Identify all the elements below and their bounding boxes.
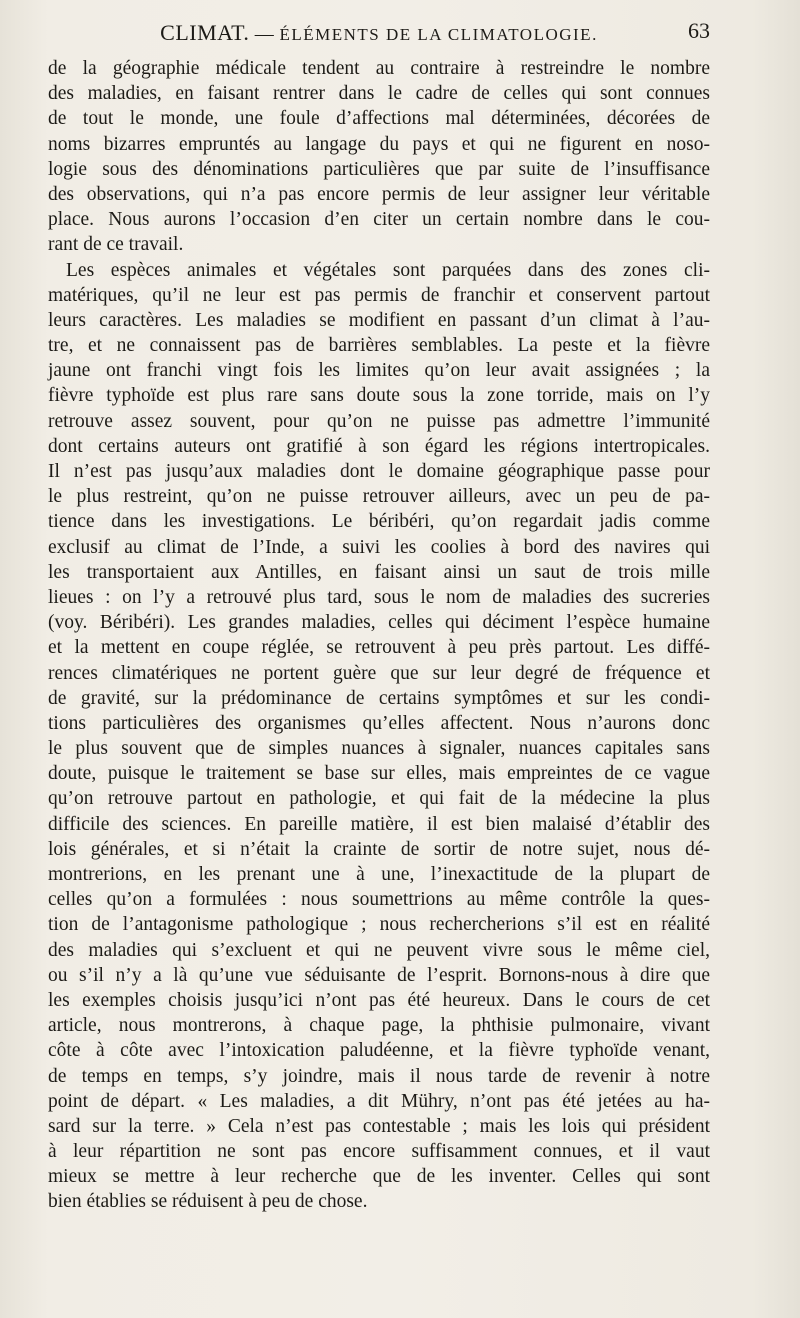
text-line: sard sur la terre. » Cela n’est pas contestable ; mais les lois qui président: [48, 1115, 710, 1137]
running-title-sub: ÉLÉMENTS DE LA CLIMATOLOGIE.: [279, 25, 598, 44]
text-line: celles qu’on a formulées : nous soumettrions au même contrôle la ques-: [48, 889, 710, 911]
text-line: le plus souvent que de simples nuances à signaler, nuances capitales sans: [48, 738, 710, 760]
text-line: lois générales, et si n’était la crainte de sortir de notre sujet, nous dé-: [48, 838, 710, 860]
text-line: noms bizarres empruntés au langage du pays et qui ne figurent en noso-: [48, 133, 710, 155]
page-number: 63: [688, 18, 710, 43]
text-line: tience dans les investigations. Le béribéri, qu’on regardait jadis comme: [48, 511, 710, 533]
text-line: jaune ont franchi vingt fois les limites qu’on leur avait assignées ; la: [48, 360, 710, 382]
text-line: tions particulières des organismes qu’elles affectent. Nous n’aurons donc: [48, 712, 710, 734]
text-line: place. Nous aurons l’occasion d’en citer un certain nombre dans le cou-: [48, 209, 710, 231]
text-line: qu’on retrouve partout en pathologie, et qui fait de la médecine la plus: [48, 788, 710, 810]
paragraph-1: [48, 56, 710, 258]
text-line: lieues : on l’y a retrouvé plus tard, sous le nom de maladies des sucreries: [48, 586, 710, 608]
text-line: fièvre typhoïde est plus rare sans doute sous la zone torride, mais on l’y: [48, 385, 710, 407]
text-line: des maladies, en faisant rentrer dans le cadre de celles qui sont connues: [48, 83, 710, 105]
running-title-main: CLIMAT.: [160, 20, 250, 45]
text-line: rences climatériques ne portent guère que sur leur degré de fréquence et: [48, 662, 710, 684]
text-line: leurs caractères. Les maladies se modifient en passant d’un climat à l’au-: [48, 309, 710, 331]
text-line: montrerions, en les prenant une à une, l’inexactitude de la plupart de: [48, 864, 710, 885]
text-line: mieux se mettre à leur recherche que de les inventer. Celles qui sont: [48, 1166, 710, 1188]
text-line: Il n’est pas jusqu’aux maladies dont le domaine géographique passe pour: [48, 461, 710, 482]
text-line: dont certains auteurs ont gratifié à son égard les régions intertropicales.: [48, 435, 710, 457]
text-line: et la mettent en coupe réglée, se retrouvent à peu près partout. Les diffé-: [48, 637, 710, 659]
text-line: tion de l’antagonisme pathologique ; nous rechercherions s’il est en réalité: [48, 914, 710, 936]
text-line: difficile des sciences. En pareille matière, il est bien malaisé d’établir des: [48, 813, 710, 835]
text-line: des observations, qui n’a pas encore permis de leur assigner leur véritable: [48, 183, 710, 205]
text-line: point de départ. « Les maladies, a dit Mühry, n’ont pas été jetées au ha-: [48, 1090, 710, 1112]
text-line: côte à côte avec l’intoxication paludéenne, et la fièvre typhoïde venant,: [48, 1040, 710, 1062]
text-line: retrouve assez souvent, pour qu’on ne puisse pas admettre l’immunité: [48, 410, 710, 432]
running-head: [48, 16, 710, 46]
text-line: ou s’il n’y a là qu’une vue séduisante de l’esprit. Bornons-nous à dire que: [48, 964, 710, 986]
text-line: de temps en temps, s’y joindre, mais il nous tarde de revenir à notre: [48, 1065, 710, 1087]
text-line: Les espèces animales et végétales sont parquées dans des zones cli-: [66, 259, 710, 281]
text-line: article, nous montrerons, à chaque page, la phthisie pulmonaire, vivant: [48, 1015, 710, 1037]
text-line: logie sous des dénominations particulières que par suite de l’insuffisance: [48, 158, 710, 180]
text-line: le plus restreint, qu’on ne puisse retrouver ailleurs, avec un peu de pa-: [48, 486, 710, 508]
text-line: les exemples choisis jusqu’ici n’ont pas été heureux. Dans le cours de cet: [48, 989, 710, 1011]
text-line: des maladies qui s’excluent et qui ne peuvent vivre sous le même ciel,: [48, 939, 710, 961]
running-title: [48, 20, 710, 46]
running-title-separator: —: [254, 24, 275, 45]
text-line: les transportaient aux Antilles, en faisant ainsi un saut de trois mille: [48, 561, 710, 583]
paragraph-2: [48, 258, 710, 1215]
body-text: [48, 56, 710, 1215]
text-line: tre, et ne connaissent pas de barrières semblables. La peste et la fièvre: [48, 335, 710, 357]
text-line: de la géographie médicale tendent au contraire à restreindre le nombre: [48, 58, 710, 79]
text-line: à leur répartition ne sont pas encore suffisamment connues, et il vaut: [48, 1141, 710, 1163]
text-line: de gravité, sur la prédominance de certains symptômes et sur les condi-: [48, 687, 710, 709]
text-line: matériques, qu’il ne leur est pas permis de franchir et conservent partout: [48, 284, 710, 306]
text-line: de tout le monde, une foule d’affections mal déterminées, décorées de: [48, 108, 710, 130]
text-line: rant de ce travail.: [48, 234, 184, 256]
text-line: bien établies se réduisent à peu de chose.: [48, 1191, 368, 1213]
text-line: (voy. Béribéri). Les grandes maladies, celles qui déciment l’espèce humaine: [48, 612, 710, 634]
text-line: exclusif au climat de l’Inde, a suivi les coolies à bord des navires qui: [48, 536, 710, 558]
text-line: doute, puisque le traitement se base sur elles, mais empreintes de ce vague: [48, 763, 710, 785]
